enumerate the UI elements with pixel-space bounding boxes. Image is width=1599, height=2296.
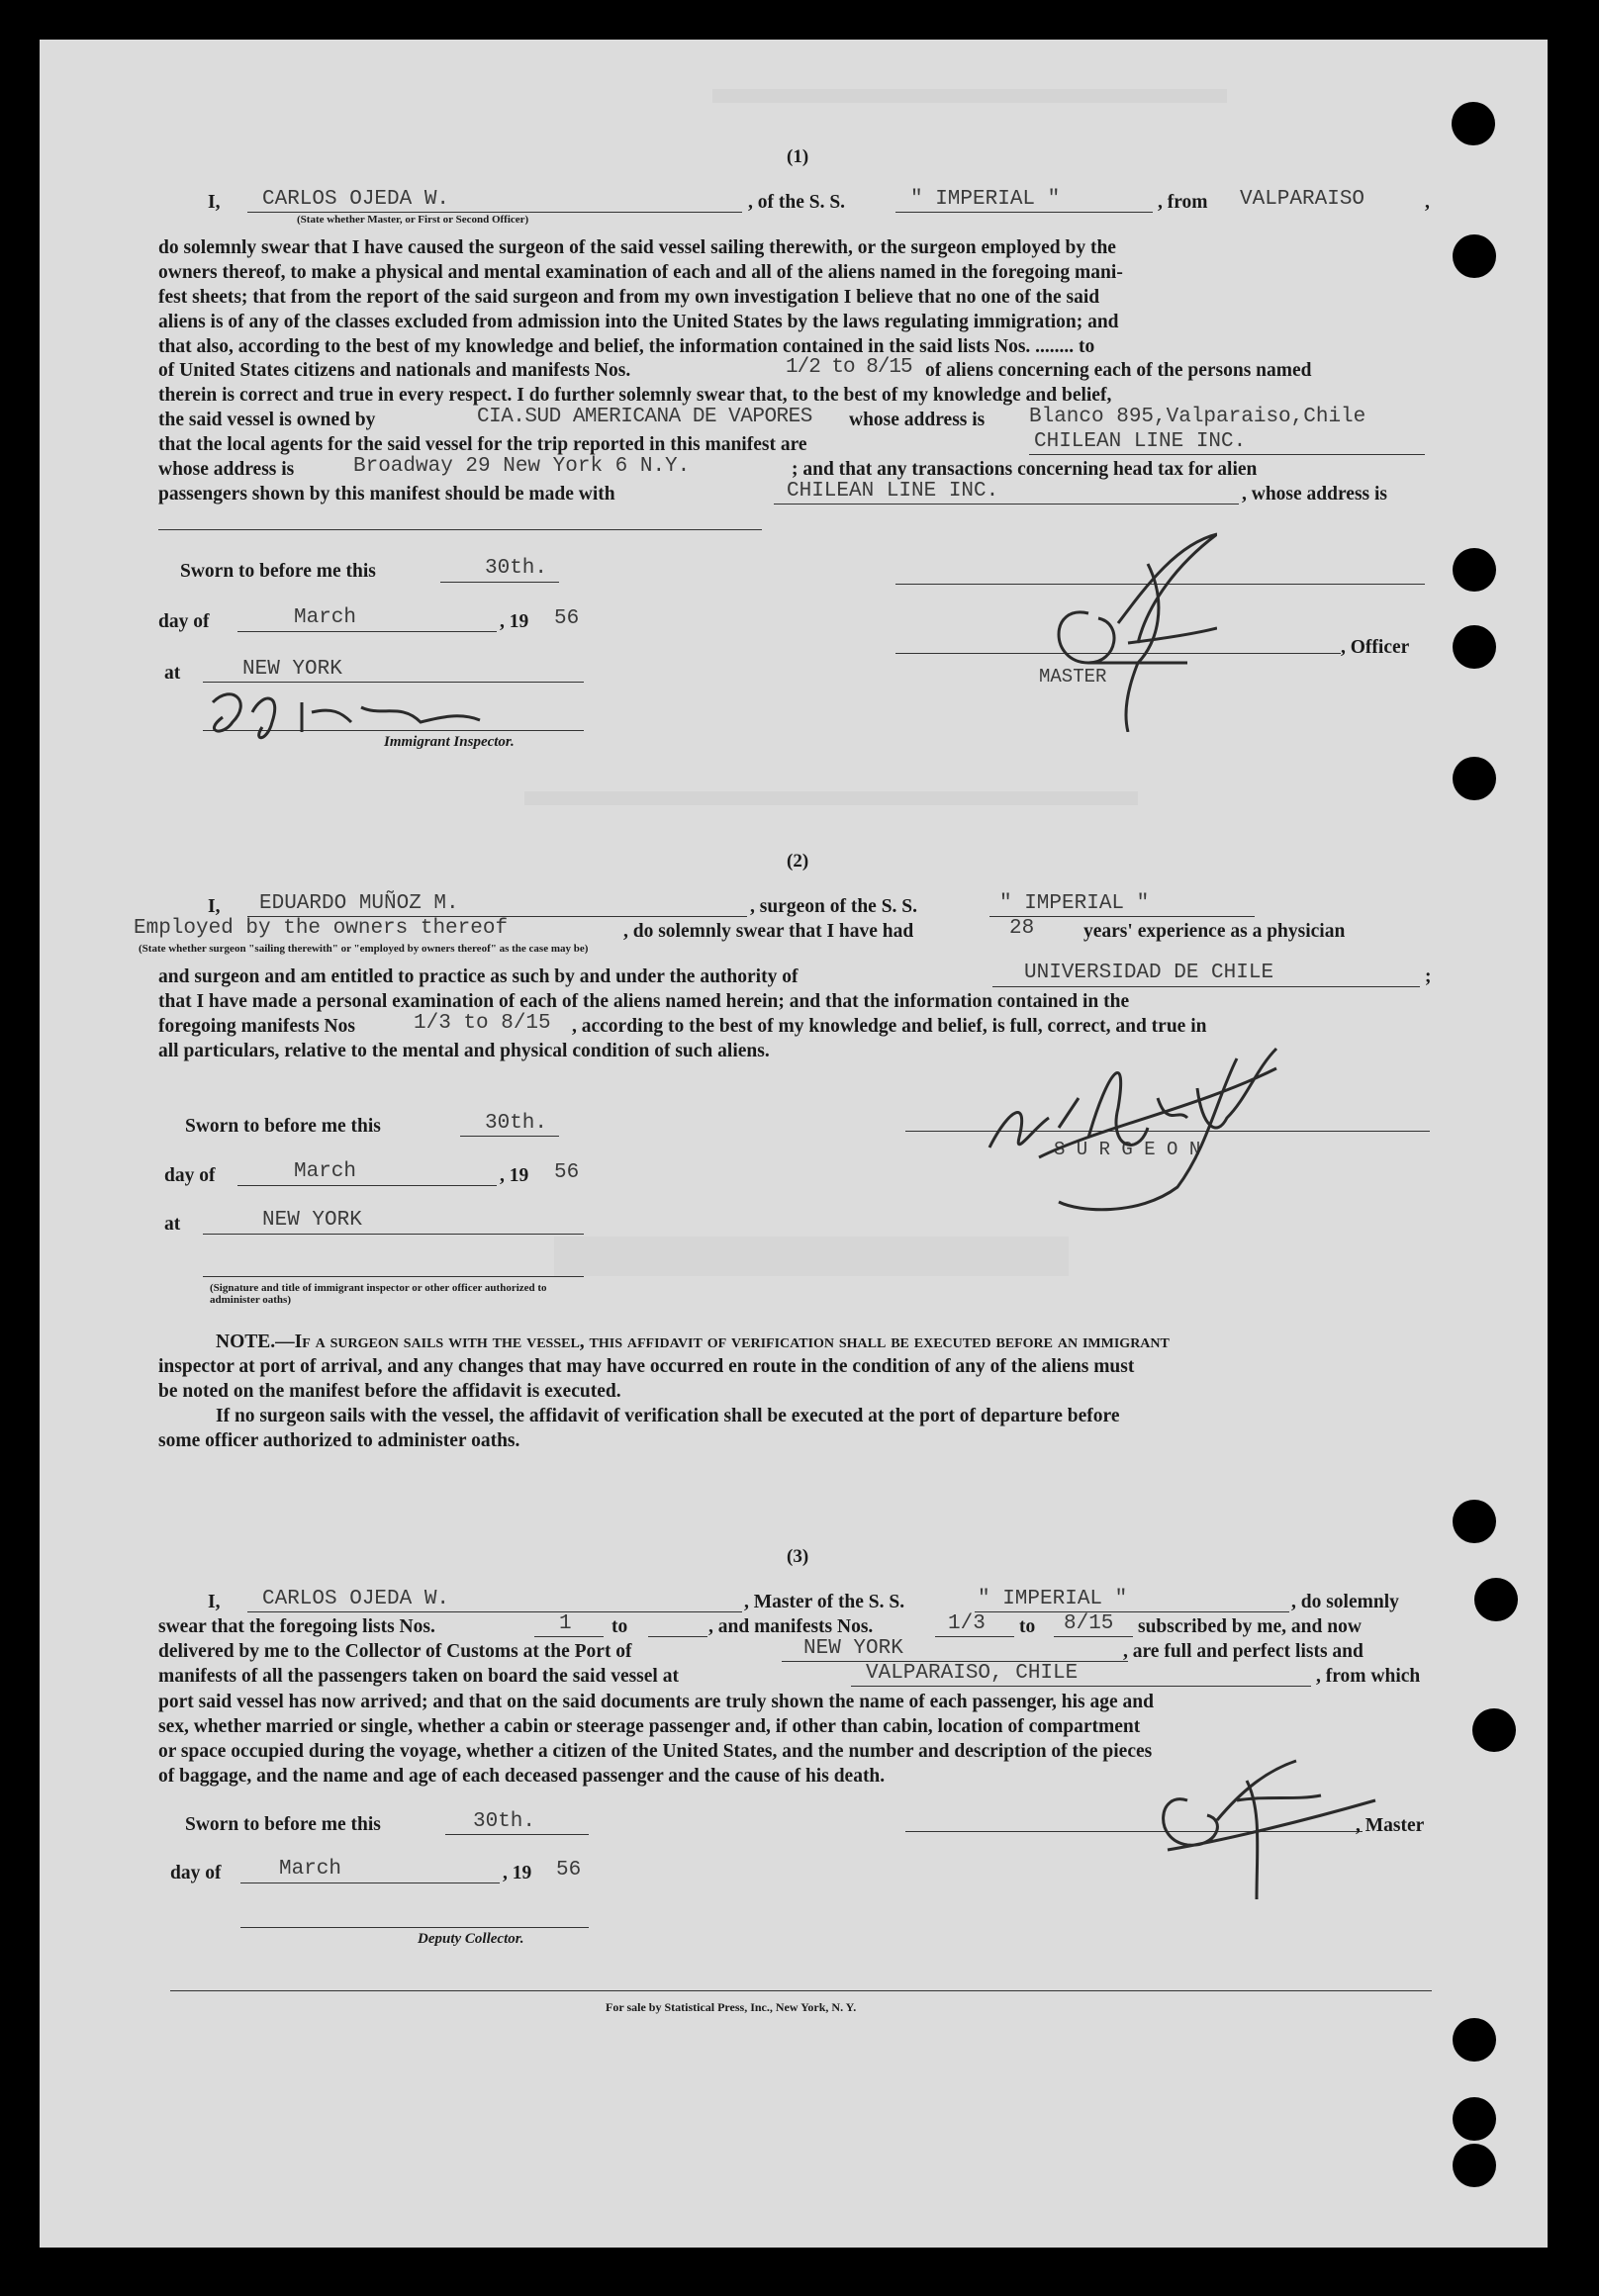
head-tax-agent-line: [774, 504, 1239, 505]
officer-label: , Officer: [1341, 637, 1410, 658]
sworn-day-line-3: [445, 1834, 589, 1835]
note-line: inspector at port of arrival, and any changes that may have occurred en route in the condition of any of the aliens must: [158, 1356, 1135, 1377]
sworn-day-2: 30th.: [485, 1112, 548, 1135]
section-3-line: port said vessel has now arrived; and that on the said documents are truly shown the name of each passenger, his age and: [158, 1692, 1154, 1712]
sworn-label-3: Sworn to before me this: [185, 1814, 381, 1835]
place-1: NEW YORK: [242, 658, 342, 681]
note-2-line: If no surgeon sails with the vessel, the affidavit of verification shall be executed at the port of departure before: [216, 1406, 1120, 1426]
sworn-day-line-2: [460, 1136, 559, 1137]
sworn-day-1: 30th.: [485, 557, 548, 580]
note-line: be noted on the manifest before the affidavit is executed.: [158, 1381, 621, 1402]
section-1-line: owners thereof, to make a physical and mental examination of each and all of the aliens named in the foregoing mani-: [158, 262, 1123, 283]
lists-from: 1: [559, 1612, 572, 1635]
manifest-to: 8/15: [1064, 1612, 1114, 1635]
address-blank-line: [158, 529, 762, 530]
manifest-from-line: [935, 1636, 1014, 1637]
section-2-number: (2): [787, 851, 809, 872]
of-the-ss-label: , of the S. S.: [748, 192, 846, 213]
at-label-2: at: [164, 1214, 181, 1235]
authority-text: and surgeon and am entitled to practice as such by and under the authority of: [158, 966, 799, 987]
section-3-i: I,: [208, 1592, 221, 1612]
perfect-lists-text: , are full and perfect lists and: [1123, 1641, 1364, 1662]
section-1-line: fest sheets; that from the report of the said surgeon and from my own investigation I believe that no one of the said: [158, 287, 1100, 308]
from-which-text: , from which: [1316, 1666, 1421, 1687]
sworn-label-2: Sworn to before me this: [185, 1116, 381, 1137]
collector-line: [240, 1927, 589, 1928]
master-label-1: MASTER: [1039, 666, 1107, 688]
vessel-name: " IMPERIAL ": [910, 188, 1061, 211]
sworn-day-3: 30th.: [473, 1810, 536, 1833]
section-3-number: (3): [787, 1546, 809, 1567]
month-line-1: [237, 631, 497, 632]
owner-address: Blanco 895,Valparaiso,Chile: [1029, 406, 1366, 428]
port-of-delivery: NEW YORK: [803, 1637, 903, 1660]
master-signature-1: [1029, 524, 1217, 732]
from-label: , from: [1158, 192, 1208, 213]
vessel-line-3: [975, 1611, 1289, 1612]
bleed-through-texture: [712, 89, 1227, 103]
note-label-text: NOTE.: [216, 1332, 276, 1352]
owner-address-label: whose address is: [849, 410, 986, 430]
section-1-i: I,: [208, 192, 221, 213]
punch-hole: [1453, 548, 1496, 592]
year-suffix-2: 56: [554, 1161, 580, 1184]
trail-comma: ,: [1425, 192, 1430, 213]
month-3: March: [279, 1858, 342, 1881]
port-from: VALPARAISO: [1240, 188, 1365, 211]
employed-text: , do solemnly swear that I have had: [623, 921, 914, 942]
lists-label: swear that the foregoing lists Nos.: [158, 1616, 435, 1637]
note-label: [216, 1331, 1170, 1354]
note-line: —If a surgeon sails with the vessel, this affidavit of verification shall be executed before an immigrant: [275, 1332, 1170, 1352]
signature-line-2: [203, 1276, 584, 1277]
whose-address-label: , whose address is: [1242, 484, 1388, 505]
month-2: March: [294, 1160, 357, 1183]
punch-hole: [1452, 102, 1495, 145]
lists-to-label: to: [611, 1616, 628, 1637]
master-signature-3: [1148, 1741, 1385, 1899]
authority-end: ;: [1425, 966, 1432, 987]
owned-by-label: the said vessel is owned by: [158, 410, 376, 430]
year-suffix-1: 56: [554, 607, 580, 630]
correct-text: therein is correct and true in every respect. I do further solemnly swear that, to the best of my knowledge and belief,: [158, 385, 1112, 406]
manifest-from: 1/3: [948, 1612, 986, 1635]
collector-label: Deputy Collector.: [418, 1931, 524, 1947]
master-name-3: CARLOS OJEDA W.: [262, 1588, 450, 1610]
section-3-line: sex, whether married or single, whether a cabin or steerage passenger and, if other than cabin, location of compartment: [158, 1716, 1141, 1737]
punch-hole: [1472, 1708, 1516, 1752]
owner-name: CIA.SUD AMERICANA DE VAPORES: [477, 406, 812, 428]
boarding-port-line: [851, 1686, 1311, 1687]
at-label-1: at: [164, 663, 181, 684]
agent-address-label: whose address is: [158, 459, 295, 480]
inspector-signature: [193, 683, 490, 752]
note-2-line: some officer authorized to administer oaths.: [158, 1430, 520, 1451]
manifests-range-2: 1/3 to 8/15: [414, 1012, 551, 1035]
footer-printer: For sale by Statistical Press, Inc., New York, N. Y.: [606, 2000, 857, 2014]
surgeon-label: S U R G E O N: [1054, 1139, 1201, 1160]
section-2-i: I,: [208, 896, 221, 917]
years-text: years' experience as a physician: [1083, 921, 1346, 942]
vessel-line: [895, 212, 1153, 213]
surgeon-name: EDUARDO MUÑOZ M.: [259, 892, 459, 915]
day-of-label-1: day of: [158, 611, 210, 632]
lists-to-line: [648, 1636, 707, 1637]
subscribed-text: subscribed by me, and now: [1138, 1616, 1362, 1637]
us-citizens-text-b: of aliens concerning each of the persons named: [925, 360, 1312, 381]
manifests-range-1: 1/2 to 8/15: [786, 356, 912, 379]
bleed-through-texture: [554, 1237, 1069, 1276]
bleed-through-texture: [524, 791, 1138, 805]
year-prefix-2: , 19: [500, 1165, 529, 1186]
manifest-to-line: [1054, 1636, 1133, 1637]
manifest-to-label: to: [1019, 1616, 1036, 1637]
footer-rule: [170, 1990, 1432, 1991]
inspector-label: Immigrant Inspector.: [384, 734, 515, 750]
month-1: March: [294, 606, 357, 629]
surgeon-state-note: (State whether surgeon "sailing therewith" or "employed by owners thereof" as the case may be): [139, 943, 589, 955]
agent-name: CHILEAN LINE INC.: [1034, 430, 1247, 453]
manifests-label-3: , and manifests Nos.: [708, 1616, 874, 1637]
authority: UNIVERSIDAD DE CHILE: [1024, 962, 1274, 984]
agent-address: Broadway 29 New York 6 N.Y.: [353, 455, 691, 478]
solemnly-label: , do solemnly: [1291, 1592, 1399, 1612]
sworn-day-line-1: [440, 582, 559, 583]
section-1-line: that also, according to the best of my knowledge and belief, the information contained in the said lists Nos. ........ to: [158, 336, 1095, 357]
lists-from-line: [534, 1636, 604, 1637]
punch-hole: [1453, 2144, 1496, 2187]
head-tax-agent: CHILEAN LINE INC.: [787, 480, 999, 503]
month-line-2: [237, 1185, 497, 1186]
surgeon-signature: [980, 1009, 1316, 1217]
delivered-text: delivered by me to the Collector of Customs at the Port of: [158, 1641, 632, 1662]
year-prefix-1: , 19: [500, 611, 529, 632]
vessel-name-2: " IMPERIAL ": [999, 892, 1150, 915]
section-1-line: do solemnly swear that I have caused the surgeon of the said vessel sailing therewith, or the surgeon employed by the: [158, 237, 1116, 258]
section-1-line: aliens is of any of the classes excluded from admission into the United States by the laws regulating immigration; and: [158, 312, 1119, 332]
passengers-label: passengers shown by this manifest should be made with: [158, 484, 615, 505]
agent-line: [1029, 454, 1425, 455]
punch-hole: [1453, 625, 1496, 669]
boarding-text: manifests of all the passengers taken on board the said vessel at: [158, 1666, 679, 1687]
vessel-name-3: " IMPERIAL ": [978, 1588, 1128, 1610]
master-name-line: [247, 212, 742, 213]
sworn-label-1: Sworn to before me this: [180, 561, 376, 582]
section-3-line: or space occupied during the voyage, whether a citizen of the United States, and the number and description of the pieces: [158, 1741, 1153, 1762]
years-experience: 28: [1009, 917, 1035, 940]
year-suffix-3: 56: [556, 1859, 582, 1882]
section-3-line: of baggage, and the name and age of each deceased passenger and the cause of his death.: [158, 1766, 886, 1787]
agents-label: that the local agents for the said vessel for the trip reported in this manifest are: [158, 434, 807, 455]
place-2: NEW YORK: [262, 1209, 362, 1232]
master-label-3: , Master: [1356, 1815, 1425, 1836]
year-prefix-3: , 19: [503, 1863, 532, 1883]
particulars-text: all particulars, relative to the mental and physical condition of such aliens.: [158, 1041, 770, 1061]
master-of-label: , Master of the S. S.: [744, 1592, 905, 1612]
foregoing-label: foregoing manifests Nos: [158, 1016, 355, 1037]
employed-by: Employed by the owners thereof: [134, 917, 509, 940]
punch-hole: [1453, 2018, 1496, 2062]
punch-hole: [1474, 1578, 1518, 1621]
head-tax-text: ; and that any transactions concerning head tax for alien: [792, 459, 1258, 480]
master-state-note: (State whether Master, or First or Second Officer): [297, 214, 529, 226]
exam-text: that I have made a personal examination of each of the aliens named herein; and that the information contained in the: [158, 991, 1130, 1012]
signature-note: (Signature and title of immigrant inspector or other officer authorized to administer oaths): [210, 1282, 547, 1306]
authority-line: [992, 986, 1420, 987]
master-name-line-3: [247, 1611, 742, 1612]
place-line-2: [203, 1234, 584, 1235]
surgeon-of-label: , surgeon of the S. S.: [750, 896, 918, 917]
day-of-label-2: day of: [164, 1165, 216, 1186]
punch-hole: [1453, 234, 1496, 278]
punch-hole: [1453, 1500, 1496, 1543]
boarding-port: VALPARAISO, CHILE: [866, 1662, 1079, 1685]
punch-hole: [1453, 757, 1496, 800]
punch-hole: [1453, 2097, 1496, 2141]
day-of-label-3: day of: [170, 1863, 222, 1883]
foregoing-text: , according to the best of my knowledge and belief, is full, correct, and true in: [572, 1016, 1207, 1037]
master-name: CARLOS OJEDA W.: [262, 188, 450, 211]
section-1-number: (1): [787, 146, 809, 167]
us-citizens-text: of United States citizens and nationals and manifests Nos.: [158, 360, 631, 381]
